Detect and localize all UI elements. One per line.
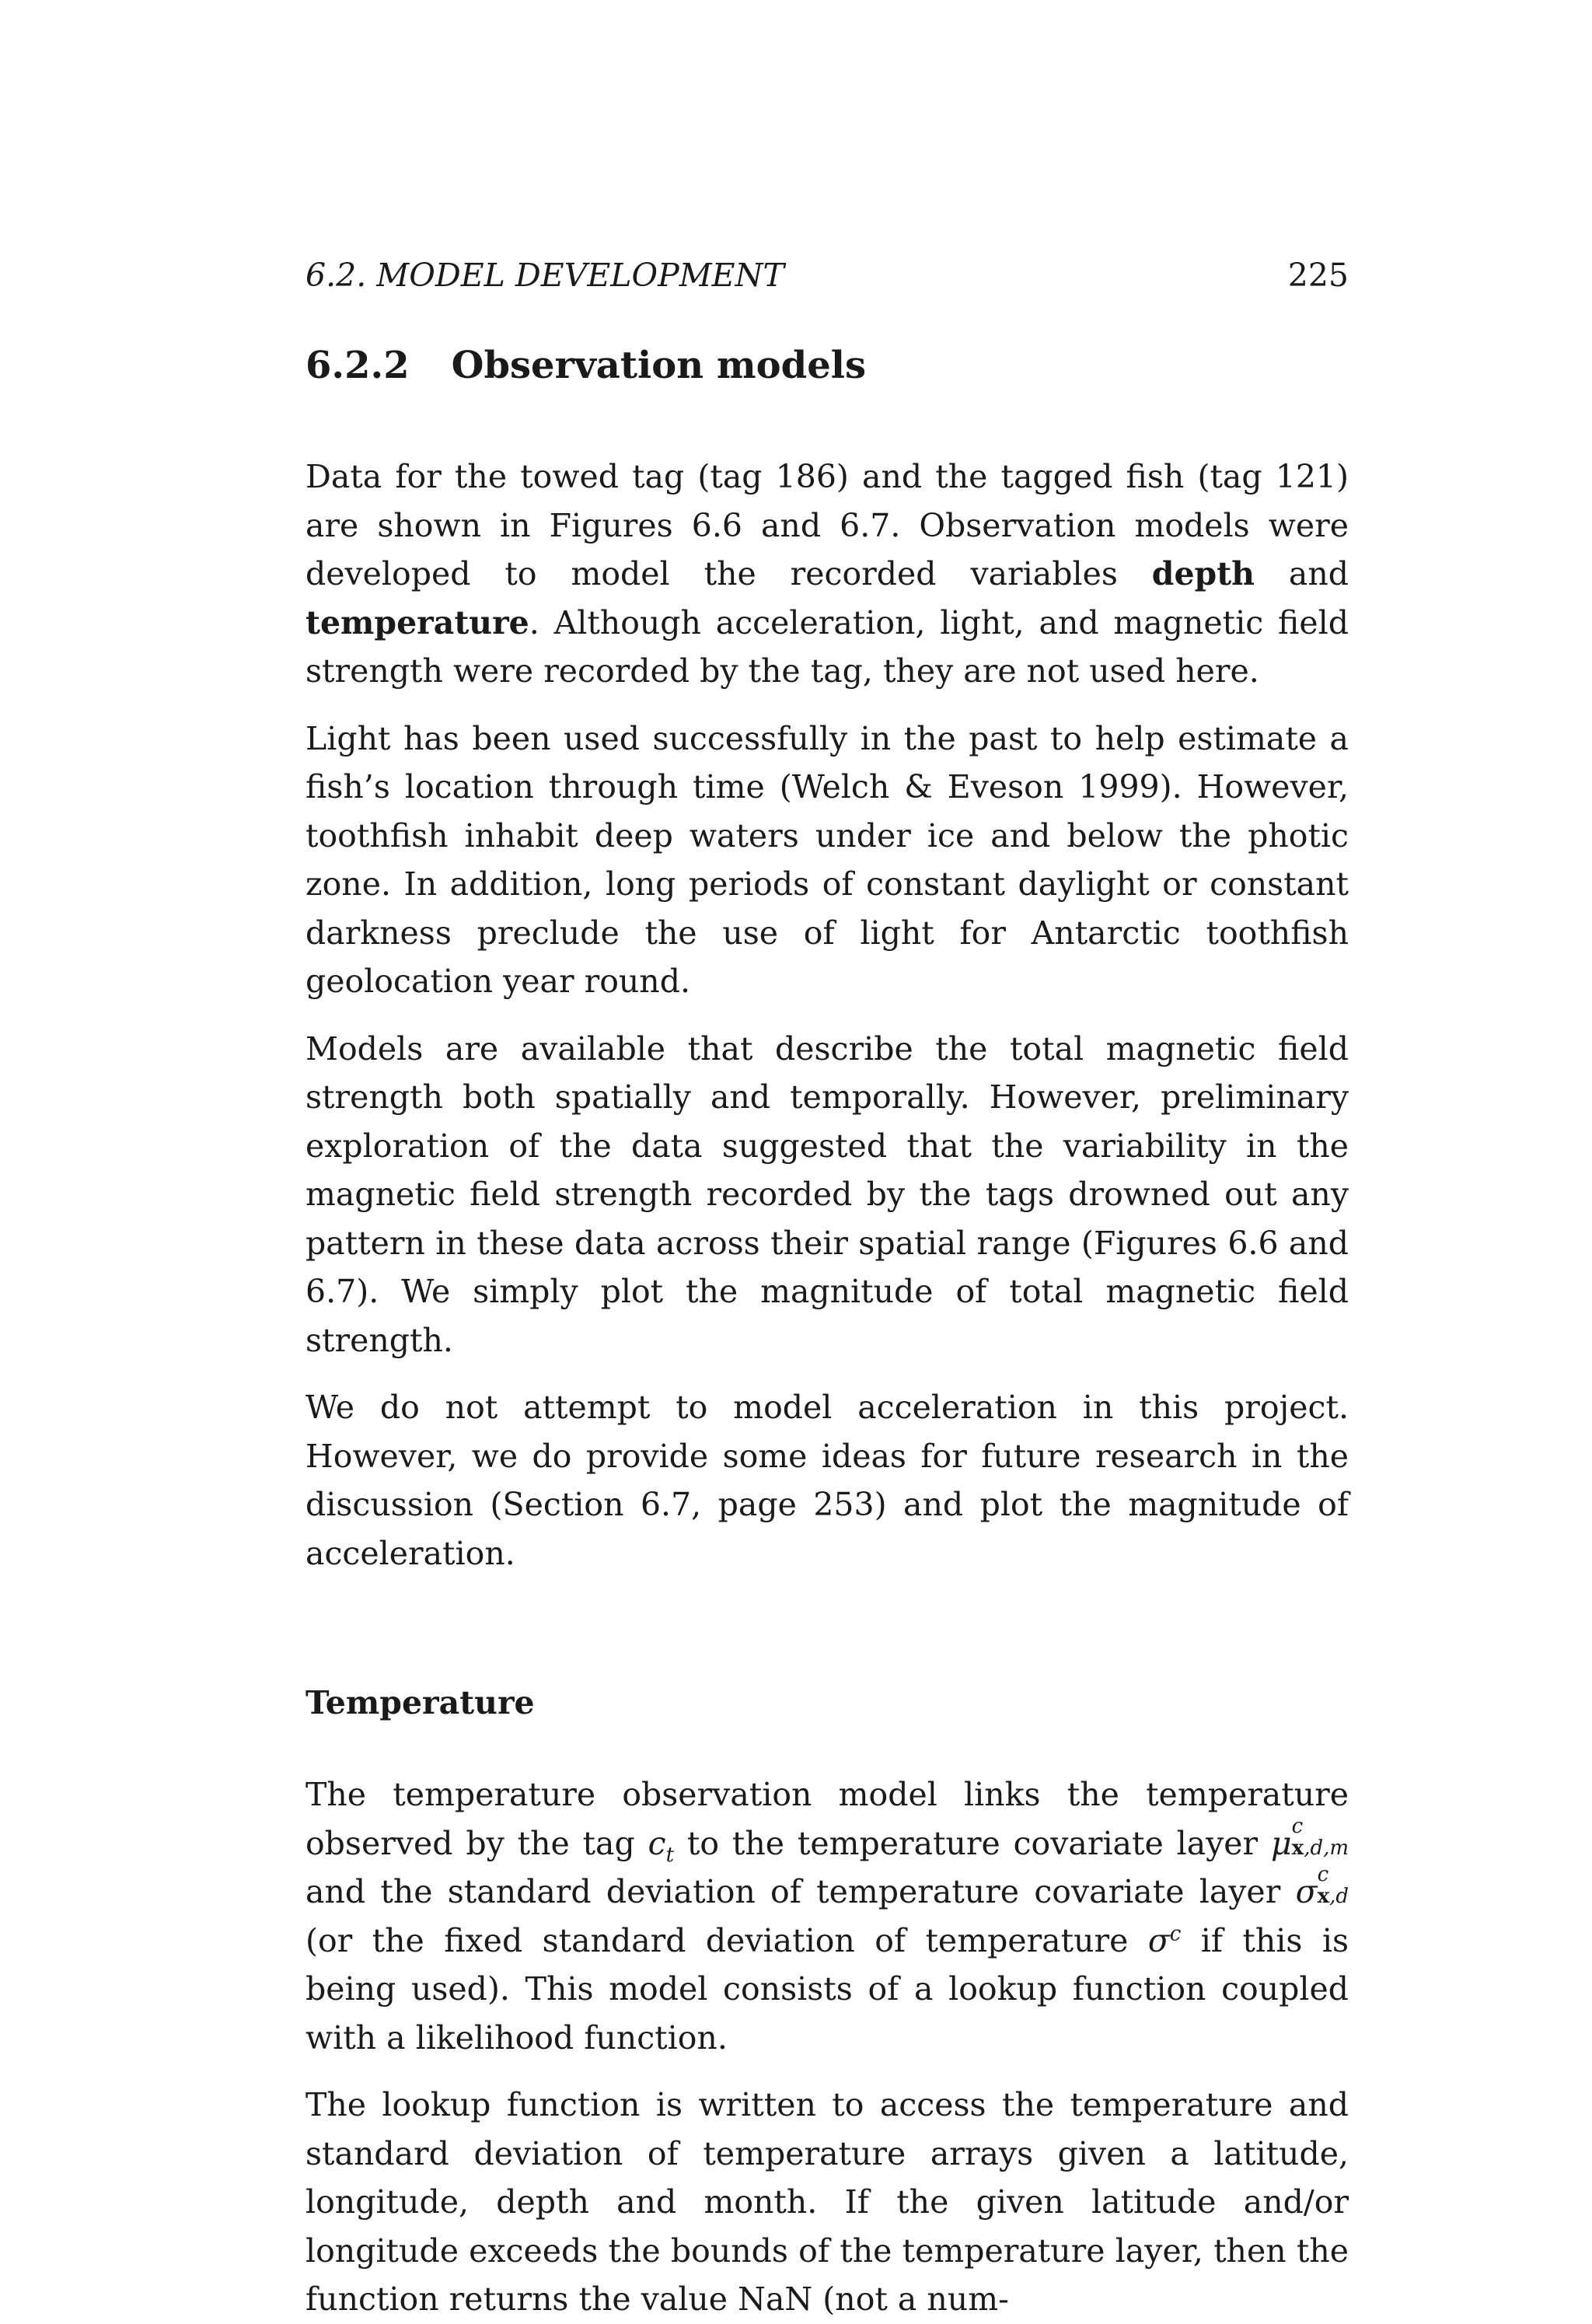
math-subscript-rest: ,d: [1329, 1885, 1349, 1908]
text-run: The temperature observation model links the temperature observed by the tag: [305, 1776, 1349, 1862]
math-sigma-fixed: [1148, 1922, 1182, 1959]
paragraph-acceleration: We do not attempt to model acceleration in this project. However, we do provide some ideas for future research in the discussion (Section 6.7, page 253) and plot the magnitude of acceleration.: [305, 1389, 1349, 1572]
bold-term-temperature: temperature: [305, 603, 529, 641]
running-header-section: 6.2. MODEL DEVELOPMENT: [305, 257, 784, 294]
math-symbol: μ: [1271, 1824, 1292, 1862]
section-title: Observation models: [451, 344, 867, 387]
text-run: . Although acceleration, light, and magnetic field strength were recorded by the tag, they are not used here.: [305, 603, 1349, 690]
math-subsup: [1291, 1814, 1349, 1864]
text-run: (or the fixed standard deviation of temperature: [305, 1921, 1148, 1959]
math-subscript: t: [665, 1843, 675, 1867]
math-sigma: [1295, 1863, 1349, 1910]
page: [305, 253, 1349, 2324]
paragraph-lookup-function: The lookup function is written to access the temperature and standard deviation of temperature arrays given a latitude, longitude, depth and month. If the given latitude and/or longitude exceeds the bounds of the temperature layer, then the function returns the value NaN (not a num-: [305, 2086, 1349, 2318]
text-run: and: [1254, 555, 1349, 592]
math-symbol: σ: [1295, 1873, 1318, 1910]
math-superscript: c: [1291, 1814, 1304, 1838]
paragraph-observation-data: [305, 453, 1349, 696]
math-mu: [1271, 1814, 1349, 1862]
math-symbol: c: [648, 1824, 666, 1862]
text-run: to the temperature covariate layer: [674, 1824, 1272, 1862]
math-subscript-rest: ,d,m: [1304, 1836, 1349, 1860]
paragraph-light: Light has been used successfully in the past to help estimate a fish’s location through time (Welch & Eveson 1999). However, toothfish inhabit deep waters under ice and below the photic zone. In addition, long periods of constant daylight or constant darkness preclude the use of light for Antarctic toothfish geolocation year round.: [305, 719, 1349, 1000]
math-superscript: c: [1317, 1863, 1329, 1886]
bold-term-depth: depth: [1151, 555, 1255, 592]
section-number: 6.2.2: [305, 344, 410, 387]
paragraph-temperature-model: [305, 1770, 1349, 2062]
text-run: if this is being used). This model consists of a lookup function coupled with a likelihood function.: [305, 1921, 1349, 2057]
math-bold-x: x: [1317, 1885, 1330, 1908]
text-run: and the standard deviation of temperature covariate layer: [305, 1873, 1296, 1910]
math-subscript: [1318, 1886, 1349, 1906]
math-subsup: [1317, 1863, 1349, 1913]
page-number: 225: [1287, 257, 1349, 294]
math-symbol: σ: [1147, 1921, 1170, 1959]
math-bold-x: x: [1291, 1836, 1304, 1860]
math-subscript: [1292, 1838, 1349, 1858]
section-heading: [305, 341, 1349, 390]
paragraph-magnetic-field: Models are available that describe the total magnetic field strength both spatially and temporally. However, preliminary exploration of the data suggested that the variability in the magnetic field strength recorded by the tags drowned out any pattern in these data across their spatial range (Figures 6.6 and 6.7). We simply plot the magnitude of total magnetic field strength.: [305, 1029, 1349, 1359]
math-superscript: c: [1169, 1921, 1182, 1945]
math-c-t: [648, 1824, 675, 1867]
subsection-heading: Temperature: [305, 1684, 535, 1721]
running-header: [305, 253, 1349, 297]
text-run: Data for the towed tag (tag 186) and the tagged fish (tag 121) are shown in Figures 6.6 and 6.7. Observation models were developed to model the recorded variables: [305, 458, 1349, 592]
